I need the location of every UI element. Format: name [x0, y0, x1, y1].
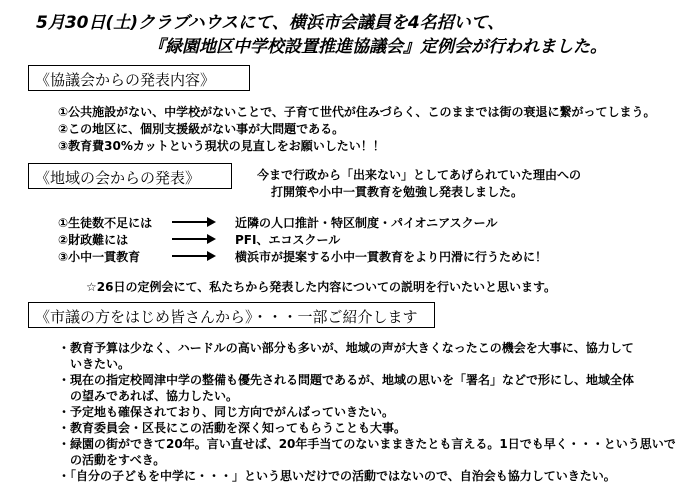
section2-row-2-left: ②財政難には [58, 233, 129, 247]
title-line-1: 5月30日(土)クラブハウスにて、横浜市会議員を4名招いて、 [36, 13, 505, 33]
section3-item-5-line-1: ・緑園の街ができて20年。言い直せば、20年手当てのないままきたとも言える。1日でも早く・・・という思いで [58, 437, 676, 451]
arrow-icon [172, 221, 208, 223]
section3-item-2-line-2: の望みであれば、協力したい。 [58, 389, 239, 403]
title-line-2: 『緑園地区中学校設置推進協議会』定例会が行われました。 [148, 37, 607, 57]
section1-heading: 《協議会からの発表内容》 [35, 71, 216, 89]
section1-item-1: ①公共施設がない、中学校がないことで、子育て世代が住みづらく、このままでは街の衰退に繋がってしまう。 [58, 105, 656, 119]
section3-heading: 《市議の方をはじめ皆さんから》・・・一部ご紹介します [35, 308, 418, 326]
section2-note: ☆26日の定例会にて、私たちから発表した内容についての説明を行いたいと思います。 [86, 280, 557, 294]
section3-heading-box [28, 302, 435, 328]
section3-item-4: ・教育委員会・区長にこの活動を深く知ってもらうことも大事。 [58, 421, 407, 435]
section2-heading: 《地域の会からの発表》 [35, 169, 201, 187]
section3-item-6: ・「自分の子どもを中学に・・・」という思いだけでの活動ではないので、自治会も協力していきたい。 [58, 469, 616, 483]
section2-intro-line-1: 今まで行政から「出来ない」としてあげられていた理由への [257, 168, 582, 182]
section2-row-3-left: ③小中一貫教育 [58, 250, 141, 264]
section2-heading-box [28, 163, 232, 189]
section2-row-1-left: ①生徒数不足には [58, 216, 153, 230]
section3-item-1-line-1: ・教育予算は少なく、ハードルの高い部分も多いが、地域の声が大きくなったこの機会を大事に、協力して [58, 341, 634, 355]
section1-item-3: ③教育費30%カットという現状の見直しをお願いしたい！！ [58, 139, 385, 153]
section2-intro-line-2: 打開策や小中一貫教育を勉強し発表しました。 [271, 185, 524, 199]
arrow-icon [172, 255, 208, 257]
section3-item-2-line-1: ・現在の指定校岡津中学の整備も優先される問題であるが、地域の思いを「署名」などで形にし、地域全体 [58, 373, 635, 387]
section1-item-2: ②この地区に、個別支援級がない事が大問題である。 [58, 122, 345, 136]
section1-heading-box [28, 65, 250, 91]
section3-item-5-line-2: の活動をすべき。 [58, 453, 166, 467]
section2-row-3-right: 横浜市が提案する小中一貫教育をより円滑に行うために！ [235, 250, 548, 264]
section2-row-2-right: PFI、エコスクール [235, 233, 341, 247]
section3-item-3: ・予定地も確保されており、同じ方向でがんばっていきたい。 [58, 405, 395, 419]
arrow-icon [172, 238, 208, 240]
section3-item-1-line-2: いきたい。 [58, 357, 131, 371]
section2-row-1-right: 近隣の人口推計・特区制度・パイオニアスクール [235, 216, 498, 230]
